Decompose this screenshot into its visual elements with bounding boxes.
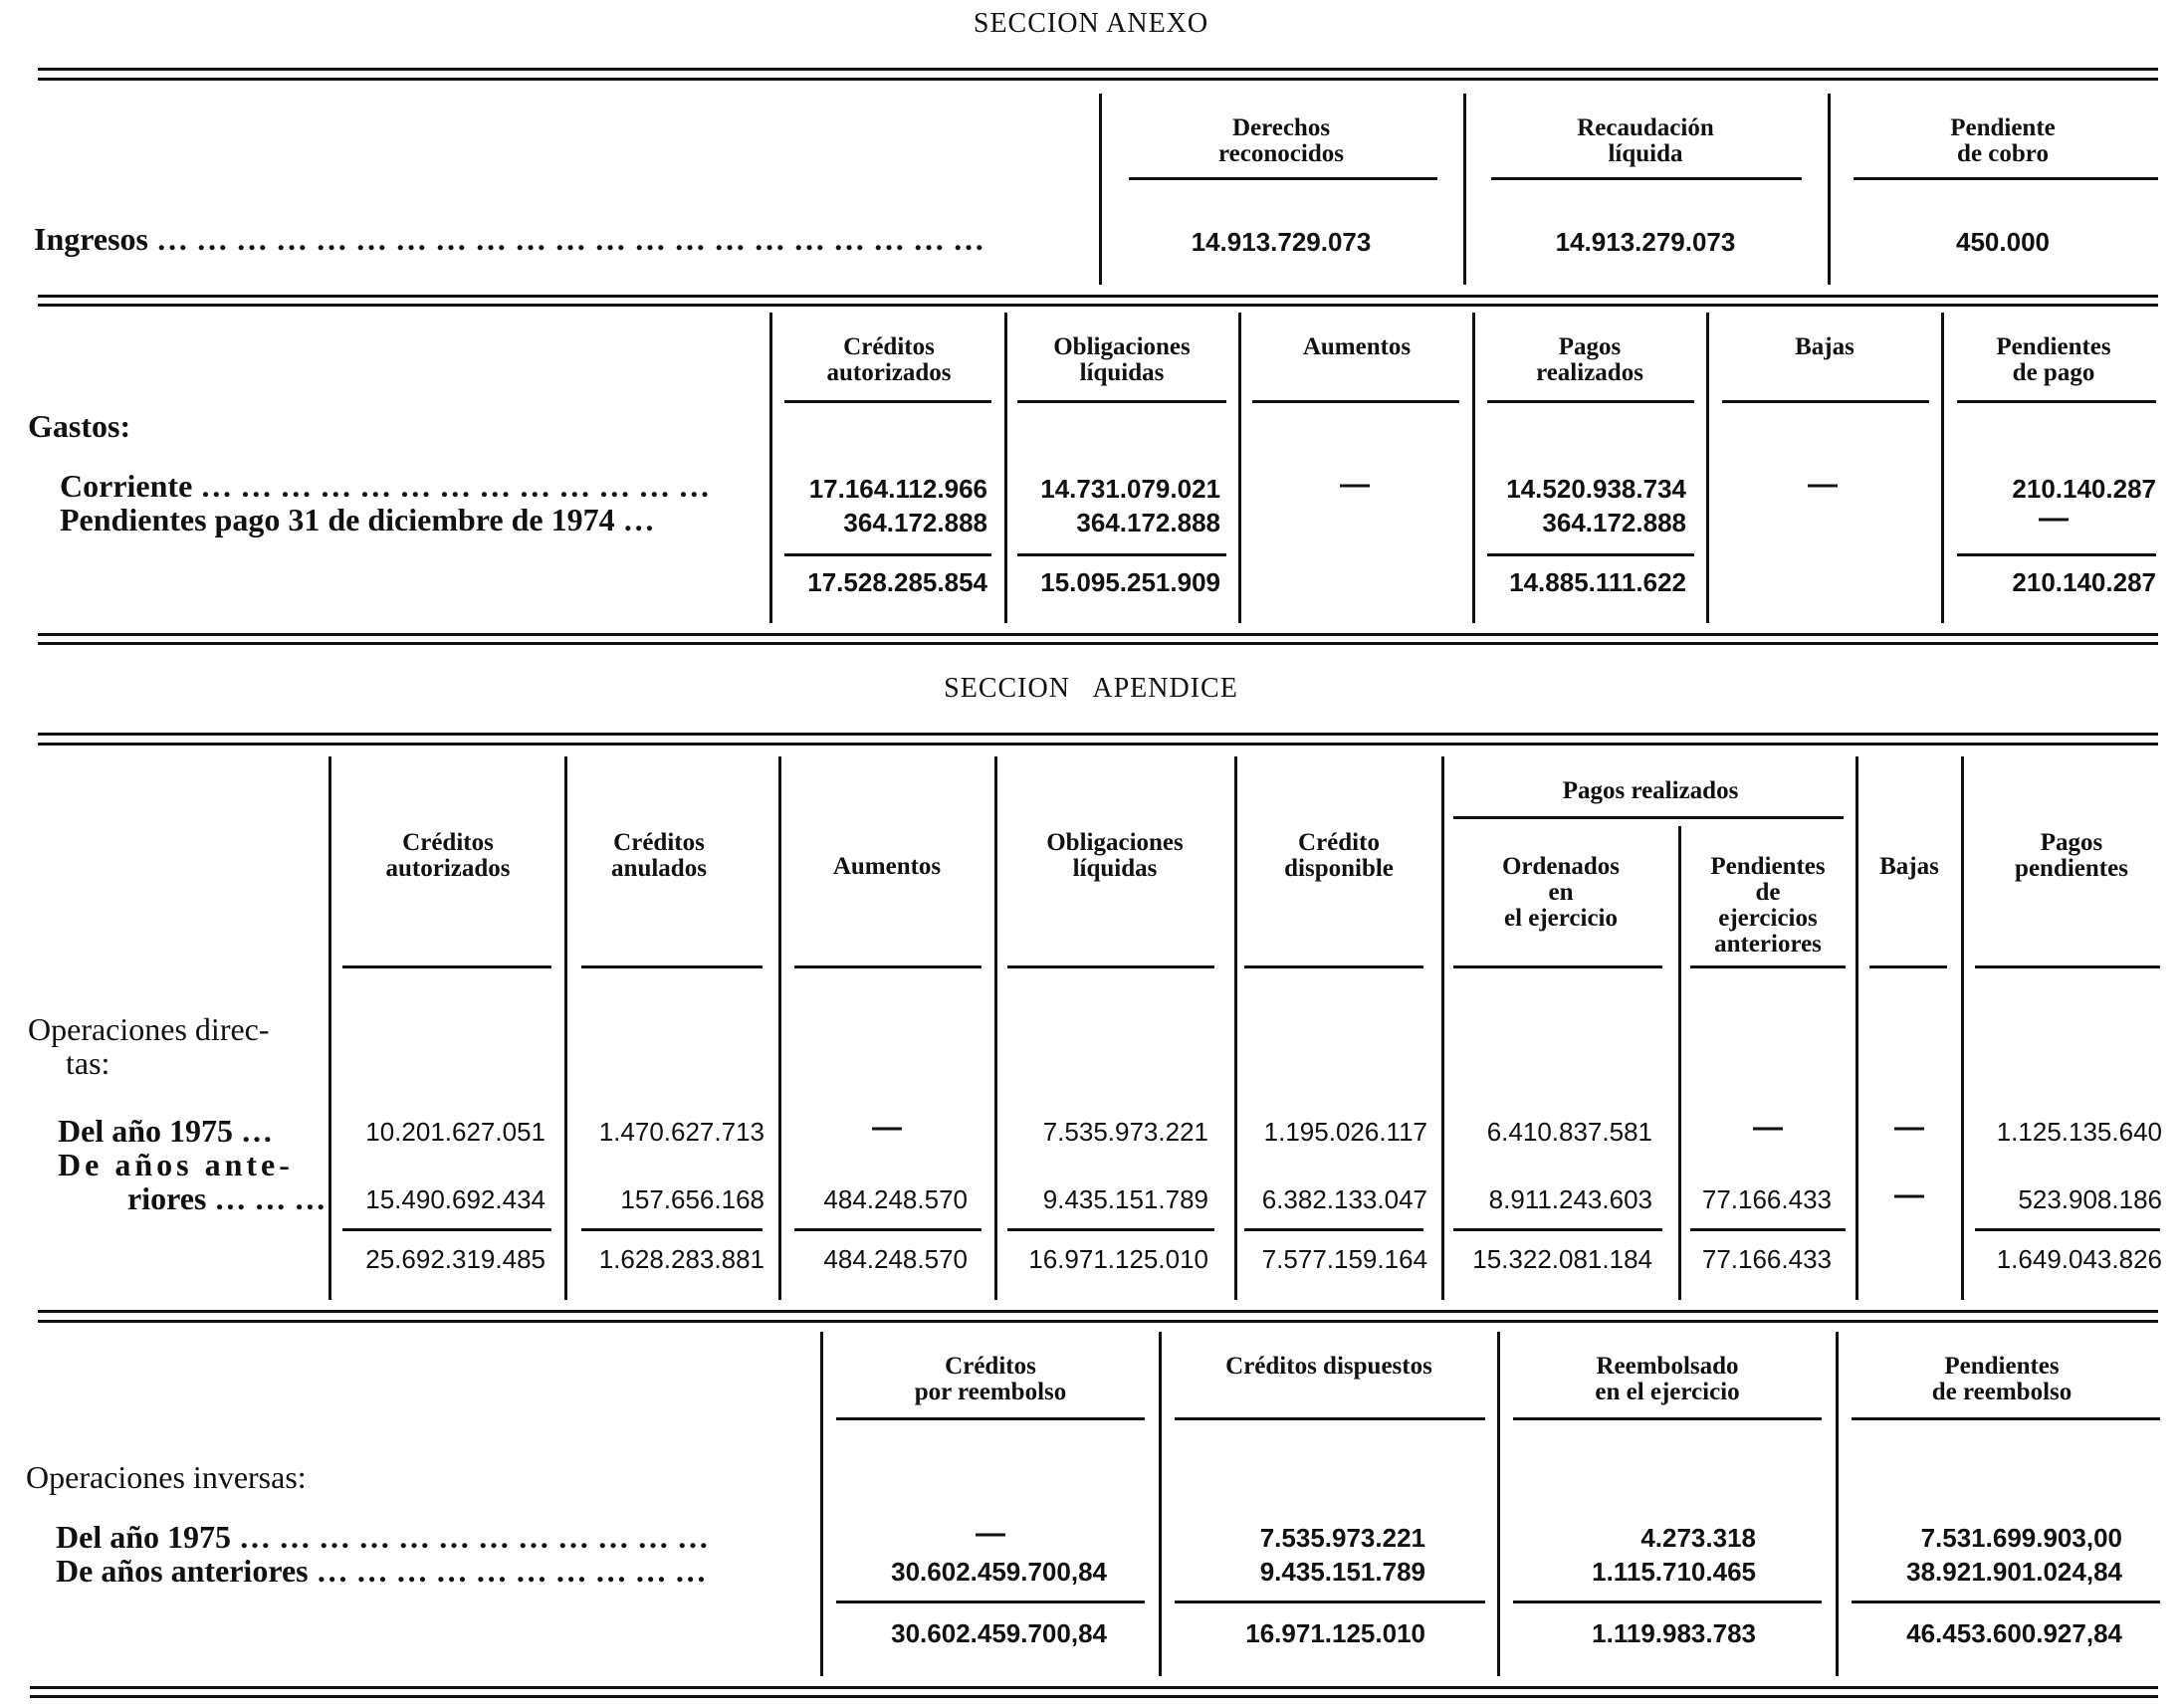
header-pendiente-cobro: Pendiente de cobro	[1950, 114, 2056, 167]
total-cell: 484.248.570	[823, 1244, 968, 1274]
header-pendientes-ejercicios-anteriores: Pendientes de ejercicios anteriores	[1710, 853, 1826, 958]
cell: 10.201.627.051	[365, 1117, 546, 1147]
cell-dash: —	[1894, 1178, 1924, 1211]
cell-dash: —	[1894, 1111, 1924, 1144]
column-divider	[1855, 756, 1858, 1300]
cell-dash: —	[1753, 1111, 1783, 1144]
value-recaudacion: 14.913.279.073	[1555, 227, 1736, 257]
total-rule	[1017, 553, 1226, 556]
cell: 38.921.901.024,84	[1906, 1557, 2122, 1587]
header-underline	[1129, 177, 1437, 180]
row-label-de-anos-anteriores-cont: riores … … …	[127, 1180, 327, 1216]
total-rule	[342, 1228, 551, 1231]
total-rule	[581, 1228, 763, 1231]
header-credito-disponible: Crédito disponible	[1284, 829, 1394, 882]
section-apendice-title: SECCION APENDICE	[944, 673, 1238, 704]
column-divider	[994, 756, 997, 1300]
section-label-gastos: Gastos:	[28, 408, 131, 444]
column-divider	[1472, 313, 1475, 623]
total-cell: 14.885.111.622	[1509, 567, 1686, 597]
header-aumentos: Aumentos	[832, 853, 942, 880]
double-rule	[38, 78, 2158, 81]
column-divider	[1234, 756, 1237, 1300]
cell: 364.172.888	[843, 508, 987, 537]
cell-dash: —	[872, 1111, 902, 1144]
column-divider	[769, 313, 772, 623]
cell: 364.172.888	[1076, 508, 1220, 537]
cell: 15.490.692.434	[365, 1184, 546, 1214]
cell: 77.166.433	[1701, 1184, 1832, 1214]
cell: 157.656.168	[620, 1184, 764, 1214]
row-label-ingresos: Ingresos … … … … … … … … … … … … … … … … … … … … …	[34, 221, 984, 257]
header-underline	[1453, 965, 1662, 968]
column-divider	[820, 1332, 823, 1676]
column-divider	[778, 756, 781, 1300]
cell: 7.535.973.221	[1042, 1117, 1208, 1147]
header-underline	[784, 400, 991, 403]
column-divider	[328, 756, 331, 1300]
header-underline	[1722, 400, 1929, 403]
total-rule	[1487, 553, 1694, 556]
header-bajas: Bajas	[1795, 333, 1855, 360]
header-underline	[1017, 400, 1226, 403]
total-cell: 25.692.319.485	[365, 1244, 546, 1274]
total-cell: 210.140.287	[2012, 567, 2156, 597]
column-divider	[1238, 313, 1241, 623]
double-rule	[38, 1320, 2158, 1323]
header-underline	[1513, 1417, 1822, 1420]
total-cell: 1.649.043.826	[1996, 1244, 2162, 1274]
header-underline	[1854, 177, 2158, 180]
column-divider	[1836, 1332, 1839, 1676]
cell: 4.273.318	[1640, 1523, 1756, 1553]
double-rule	[38, 295, 2158, 298]
header-underline	[342, 965, 551, 968]
double-rule	[38, 68, 2158, 71]
total-cell: 7.577.159.164	[1261, 1244, 1427, 1274]
group-underline	[1453, 816, 1844, 819]
header-underline	[1487, 400, 1694, 403]
header-obligaciones-liquidas: Obligaciones líquidas	[1053, 333, 1191, 386]
cell: 6.410.837.581	[1486, 1117, 1652, 1147]
header-pagos-realizados: Pagos realizados	[1536, 333, 1643, 386]
double-rule	[38, 633, 2158, 636]
column-divider	[1678, 826, 1681, 1300]
cell: 364.172.888	[1542, 508, 1686, 537]
header-underline	[1244, 965, 1423, 968]
header-creditos-anulados: Créditos anulados	[611, 829, 707, 882]
cell: 1.470.627.713	[598, 1117, 764, 1147]
cell: 1.195.026.117	[1263, 1117, 1427, 1147]
column-divider	[1828, 94, 1831, 285]
total-rule	[1007, 1228, 1214, 1231]
total-rule	[1453, 1228, 1662, 1231]
column-divider	[1441, 756, 1444, 1300]
section-anexo-title: SECCION ANEXO	[973, 8, 1209, 39]
header-underline	[1975, 965, 2160, 968]
header-aumentos: Aumentos	[1302, 333, 1412, 360]
cell-dash: —	[1808, 468, 1838, 501]
total-cell: 15.095.251.909	[1040, 567, 1220, 597]
cell-dash: —	[1340, 468, 1370, 501]
header-creditos-dispuestos: Créditos dispuestos	[1225, 1353, 1432, 1380]
row-label-corriente: Corriente … … … … … … … … … … … … …	[60, 468, 711, 504]
cell-dash: —	[2039, 502, 2069, 534]
header-creditos-autorizados: Créditos autorizados	[826, 333, 952, 386]
header-pendientes-pago: Pendientes de pago	[1996, 333, 2111, 386]
cell: 9.435.151.789	[1259, 1557, 1425, 1587]
double-rule	[38, 1310, 2158, 1313]
cell: 210.140.287	[2012, 474, 2156, 504]
double-rule	[30, 1686, 2158, 1689]
header-derechos-reconocidos: Derechos reconocidos	[1218, 114, 1344, 167]
header-underline	[581, 965, 763, 968]
column-divider	[1159, 1332, 1162, 1676]
total-rule	[784, 553, 991, 556]
column-divider	[564, 756, 567, 1300]
header-obligaciones-liquidas: Obligaciones líquidas	[1046, 829, 1184, 882]
cell: 484.248.570	[823, 1184, 968, 1214]
header-underline	[1869, 965, 1947, 968]
cell: 30.602.459.700,84	[891, 1557, 1107, 1587]
total-cell: 30.602.459.700,84	[891, 1618, 1107, 1648]
cell: 1.125.135.640	[1996, 1117, 2162, 1147]
double-rule	[38, 304, 2158, 307]
double-rule	[38, 733, 2158, 736]
header-creditos-por-reembolso: Créditos por reembolso	[914, 1353, 1067, 1405]
cell: 8.911.243.603	[1488, 1184, 1652, 1214]
value-pendiente-cobro: 450.000	[1956, 227, 2050, 257]
header-underline	[1852, 1417, 2160, 1420]
cell-dash: —	[976, 1517, 1005, 1550]
total-rule	[1690, 1228, 1846, 1231]
total-cell: 17.528.285.854	[807, 567, 987, 597]
double-rule	[38, 642, 2158, 645]
header-underline	[1957, 400, 2156, 403]
header-underline	[794, 965, 982, 968]
column-divider	[1961, 756, 1964, 1300]
total-cell: 1.119.983.783	[1592, 1618, 1756, 1648]
row-label-de-anos-anteriores: De años anteriores … … … … … … … … … …	[56, 1553, 707, 1589]
column-divider	[1099, 94, 1102, 285]
double-rule	[30, 1695, 2158, 1698]
total-rule	[1175, 1601, 1485, 1603]
total-cell: 46.453.600.927,84	[1906, 1618, 2122, 1648]
header-pagos-pendientes: Pagos pendientes	[2015, 829, 2128, 882]
header-underline	[1175, 1417, 1485, 1420]
total-cell: 16.971.125.010	[1028, 1244, 1208, 1274]
column-divider	[1463, 94, 1466, 285]
section-label-directas-cont: tas:	[66, 1045, 110, 1081]
total-cell: 15.322.081.184	[1472, 1244, 1652, 1274]
column-divider	[1004, 313, 1007, 623]
double-rule	[38, 743, 2158, 746]
row-label-del-ano-1975: Del año 1975 … … … … … … … … … … … …	[56, 1519, 709, 1555]
header-recaudacion-liquida: Recaudación líquida	[1577, 114, 1714, 167]
section-label-inversas: Operaciones inversas:	[26, 1459, 307, 1495]
total-rule	[1975, 1228, 2160, 1231]
cell: 1.115.710.465	[1592, 1557, 1756, 1587]
total-cell: 16.971.125.010	[1245, 1618, 1425, 1648]
cell: 523.908.186	[2018, 1184, 2162, 1214]
cell: 9.435.151.789	[1042, 1184, 1208, 1214]
cell: 6.382.133.047	[1261, 1184, 1427, 1214]
header-bajas: Bajas	[1879, 853, 1939, 880]
column-divider	[1497, 1332, 1500, 1676]
cell: 17.164.112.966	[808, 474, 987, 504]
cell: 7.531.699.903,00	[1920, 1523, 2122, 1553]
row-label-del-ano-1975: Del año 1975 …	[58, 1113, 273, 1149]
cell: 7.535.973.221	[1259, 1523, 1425, 1553]
header-pagos-realizados-group: Pagos realizados	[1562, 777, 1739, 804]
total-cell: 1.628.283.881	[598, 1244, 764, 1274]
total-rule	[1244, 1228, 1423, 1231]
total-rule	[1957, 553, 2156, 556]
total-rule	[836, 1601, 1145, 1603]
header-underline	[1007, 965, 1214, 968]
column-divider	[1941, 313, 1944, 623]
header-creditos-autorizados: Créditos autorizados	[385, 829, 511, 882]
row-label-de-anos-anteriores: De años ante-	[58, 1147, 294, 1182]
cell: 14.520.938.734	[1506, 474, 1686, 504]
total-rule	[794, 1228, 982, 1231]
header-underline	[1690, 965, 1846, 968]
header-reembolsado-ejercicio: Reembolsado en el ejercicio	[1595, 1353, 1740, 1405]
section-label-directas: Operaciones direc-	[28, 1011, 270, 1047]
row-label-pendientes-1974: Pendientes pago 31 de diciembre de 1974 …	[60, 502, 655, 537]
header-underline	[1491, 177, 1802, 180]
header-underline	[1252, 400, 1459, 403]
total-cell: 77.166.433	[1701, 1244, 1832, 1274]
total-rule	[1513, 1601, 1822, 1603]
column-divider	[1706, 313, 1709, 623]
value-derechos: 14.913.729.073	[1191, 227, 1372, 257]
header-ordenados-ejercicio: Ordenados en el ejercicio	[1501, 853, 1621, 932]
header-pendientes-reembolso: Pendientes de reembolso	[1931, 1353, 2073, 1405]
cell: 14.731.079.021	[1040, 474, 1220, 504]
header-underline	[836, 1417, 1145, 1420]
total-rule	[1852, 1601, 2160, 1603]
